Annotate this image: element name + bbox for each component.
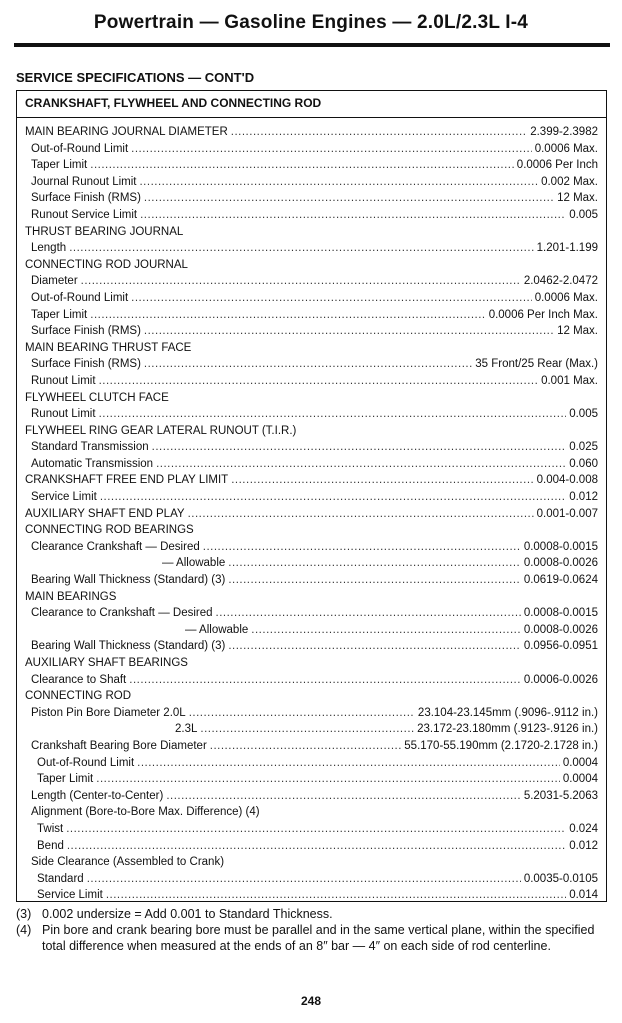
- spec-row: [17, 406, 606, 423]
- dot-leader: [156, 456, 566, 473]
- spec-heading-row: [17, 390, 606, 407]
- spec-label: Surface Finish (RMS): [31, 358, 141, 371]
- spec-value: 0.0619-0.0624: [523, 574, 598, 587]
- spec-row: [17, 605, 606, 622]
- spec-value: 0.0008-0.0015: [523, 607, 598, 620]
- spec-value: 0.0004: [562, 773, 598, 786]
- spec-label: Bend: [37, 839, 64, 852]
- spec-heading-row: [17, 340, 606, 357]
- dot-leader: [144, 323, 554, 340]
- spec-heading-row: [17, 688, 606, 705]
- spec-label: CRANKSHAFT FREE END PLAY LIMIT: [25, 474, 229, 487]
- spec-row: [17, 472, 606, 489]
- spec-value: 0.0006 Max.: [534, 291, 598, 304]
- spec-value: 1.201-1.199: [536, 242, 598, 255]
- footnote-number: (3): [16, 907, 32, 921]
- dot-leader: [99, 406, 567, 423]
- spec-row: [17, 622, 606, 639]
- spec-heading-row: [17, 423, 606, 440]
- spec-label: Taper Limit: [31, 308, 88, 321]
- dot-leader: [140, 207, 566, 224]
- spec-value: 0.0006 Max.: [534, 142, 598, 155]
- spec-value: 0.024: [569, 822, 598, 835]
- spec-value: 0.0006 Per Inch: [516, 159, 598, 172]
- spec-label: Clearance to Shaft: [31, 673, 127, 686]
- spec-heading-row: [17, 257, 606, 274]
- spec-heading-row: [17, 589, 606, 606]
- spec-value: 12 Max.: [557, 192, 598, 205]
- spec-value: 0.0004: [562, 756, 598, 769]
- spec-value: 35 Front/25 Rear (Max.): [475, 358, 598, 371]
- spec-label: FLYWHEEL CLUTCH FACE: [25, 391, 169, 404]
- spec-value: 0.0008-0.0026: [523, 623, 598, 636]
- dot-leader: [81, 273, 521, 290]
- dot-leader: [129, 672, 521, 689]
- spec-row: [17, 356, 606, 373]
- spec-label: Runout Service Limit: [31, 208, 138, 221]
- spec-label: MAIN BEARINGS: [25, 590, 117, 603]
- dot-leader: [90, 157, 514, 174]
- dot-leader: [188, 506, 534, 523]
- spec-value: 0.002 Max.: [541, 175, 598, 188]
- spec-row: [17, 871, 606, 888]
- spec-row: [17, 755, 606, 772]
- spec-value: 0.001-0.007: [536, 507, 598, 520]
- spec-row: [17, 539, 606, 556]
- dot-leader: [106, 887, 566, 904]
- spec-label: Twist: [37, 822, 64, 835]
- page-title: Powertrain — Gasoline Engines — 2.0L/2.3L I-4: [93, 12, 529, 33]
- spec-value: 12 Max.: [557, 325, 598, 338]
- spec-row: [17, 721, 606, 738]
- spec-row: [17, 307, 606, 324]
- spec-row: [17, 439, 606, 456]
- spec-value: 2.0462-2.0472: [523, 275, 598, 288]
- spec-row: [17, 887, 606, 904]
- spec-row: [17, 838, 606, 855]
- spec-row: [17, 290, 606, 307]
- section-title: SERVICE SPECIFICATIONS — CONT'D: [16, 70, 255, 85]
- spec-label: Runout Limit: [31, 374, 96, 387]
- spec-label: Bearing Wall Thickness (Standard) (3): [31, 574, 226, 587]
- spec-row: [17, 157, 606, 174]
- spec-value: 0.0006 Per Inch Max.: [488, 308, 598, 321]
- footnote-text: 0.002 undersize = Add 0.001 to Standard Thickness.: [42, 907, 333, 921]
- spec-row: [17, 638, 606, 655]
- dot-leader: [189, 705, 415, 722]
- spec-table: [16, 90, 607, 902]
- spec-label: — Allowable: [185, 623, 249, 636]
- spec-value: 0.001 Max.: [541, 374, 598, 387]
- spec-value: 0.005: [569, 408, 598, 421]
- dot-leader: [144, 190, 554, 207]
- spec-value: 0.060: [569, 457, 598, 470]
- spec-label: Crankshaft Bearing Bore Diameter: [31, 739, 207, 752]
- spec-row: [17, 323, 606, 340]
- spec-label: Side Clearance (Assembled to Crank): [31, 856, 225, 869]
- spec-label: Journal Runout Limit: [31, 175, 137, 188]
- spec-table-title: CRANKSHAFT, FLYWHEEL AND CONNECTING ROD: [17, 91, 606, 118]
- spec-row: [17, 771, 606, 788]
- dot-leader: [90, 307, 485, 324]
- spec-label: THRUST BEARING JOURNAL: [25, 225, 184, 238]
- spec-heading-row: [17, 224, 606, 241]
- spec-value: 0.014: [569, 889, 598, 902]
- spec-value: 23.172-23.180mm (.9123-.9126 in.): [417, 723, 598, 736]
- dot-leader: [152, 439, 567, 456]
- dot-leader: [139, 174, 538, 191]
- dot-leader: [99, 373, 539, 390]
- spec-label: CONNECTING ROD BEARINGS: [25, 524, 194, 537]
- spec-row: [17, 489, 606, 506]
- dot-leader: [96, 771, 560, 788]
- spec-label: Length (Center-to-Center): [31, 789, 164, 802]
- spec-label: Service Limit: [31, 491, 97, 504]
- footnote: [16, 906, 612, 922]
- dot-leader: [67, 838, 566, 855]
- spec-label: FLYWHEEL RING GEAR LATERAL RUNOUT (T.I.R.): [25, 424, 297, 437]
- spec-row: [17, 174, 606, 191]
- footnote: [16, 922, 612, 954]
- spec-label: Out-of-Round Limit: [37, 756, 135, 769]
- spec-label: Automatic Transmission: [31, 457, 154, 470]
- footnote-number: (4): [16, 923, 32, 937]
- spec-row: [17, 555, 606, 572]
- spec-label: Standard: [37, 872, 84, 885]
- spec-label: Diameter: [31, 275, 78, 288]
- spec-value: 0.0006-0.0026: [523, 673, 598, 686]
- spec-label: Taper Limit: [31, 159, 88, 172]
- spec-label: Bearing Wall Thickness (Standard) (3): [31, 640, 226, 653]
- spec-label: Surface Finish (RMS): [31, 192, 141, 205]
- spec-label: Out-of-Round Limit: [31, 291, 129, 304]
- spec-value: 0.0008-0.0015: [523, 540, 598, 553]
- dot-leader: [144, 356, 472, 373]
- title-rule: [14, 43, 610, 47]
- spec-row: [17, 788, 606, 805]
- spec-value: 5.2031-5.2063: [523, 789, 598, 802]
- dot-leader: [131, 290, 532, 307]
- spec-label: Clearance to Crankshaft — Desired: [31, 607, 213, 620]
- spec-rows: [17, 124, 606, 904]
- spec-label: Alignment (Bore-to-Bore Max. Difference) (4): [31, 806, 260, 819]
- spec-row: [17, 190, 606, 207]
- spec-row: [17, 240, 606, 257]
- dot-leader: [228, 638, 521, 655]
- spec-label: Length: [31, 242, 67, 255]
- spec-label: CONNECTING ROD JOURNAL: [25, 258, 188, 271]
- spec-label: Standard Transmission: [31, 441, 149, 454]
- footnotes: [16, 906, 612, 954]
- spec-row: [17, 572, 606, 589]
- spec-label: AUXILIARY SHAFT BEARINGS: [25, 657, 188, 669]
- spec-value: 55.170-55.190mm (2.1720-2.1728 in.): [404, 739, 598, 752]
- spec-row: [17, 124, 606, 141]
- spec-row: [17, 273, 606, 290]
- dot-leader: [166, 788, 521, 805]
- spec-value: 0.012: [569, 491, 598, 504]
- spec-heading-row: [17, 854, 606, 871]
- dot-leader: [210, 738, 402, 755]
- spec-value: 0.025: [569, 441, 598, 454]
- spec-value: 0.0008-0.0026: [523, 557, 598, 570]
- dot-leader: [87, 871, 521, 888]
- spec-row: [17, 456, 606, 473]
- dot-leader: [203, 539, 521, 556]
- spec-row: [17, 207, 606, 224]
- spec-row: [17, 821, 606, 838]
- dot-leader: [200, 721, 414, 738]
- dot-leader: [131, 141, 532, 158]
- spec-label: MAIN BEARING THRUST FACE: [25, 341, 192, 354]
- dot-leader: [137, 755, 560, 772]
- spec-label: Surface Finish (RMS): [31, 325, 141, 338]
- spec-label: Runout Limit: [31, 408, 96, 421]
- spec-row: [17, 141, 606, 158]
- spec-label: — Allowable: [162, 557, 226, 570]
- dot-leader: [231, 472, 533, 489]
- spec-value: 2.399-2.3982: [530, 126, 598, 138]
- dot-leader: [100, 489, 566, 506]
- spec-row: [17, 738, 606, 755]
- dot-leader: [66, 821, 566, 838]
- spec-label: Clearance Crankshaft — Desired: [31, 540, 200, 553]
- dot-leader: [69, 240, 533, 257]
- spec-heading-row: [17, 522, 606, 539]
- spec-heading-row: [17, 804, 606, 821]
- dot-leader: [228, 572, 521, 589]
- dot-leader: [228, 555, 521, 572]
- dot-leader: [231, 124, 527, 141]
- spec-label: CONNECTING ROD: [25, 690, 132, 703]
- dot-leader: [251, 622, 521, 639]
- dot-leader: [216, 605, 521, 622]
- spec-row: [17, 705, 606, 722]
- spec-label: Taper Limit: [37, 773, 94, 786]
- spec-value: 0.004-0.008: [536, 474, 598, 487]
- spec-label: AUXILIARY SHAFT END PLAY: [25, 507, 185, 520]
- spec-row: [17, 373, 606, 390]
- spec-row: [17, 672, 606, 689]
- spec-value: 0.005: [569, 208, 598, 221]
- spec-label: 2.3L: [175, 723, 198, 736]
- spec-label: Out-of-Round Limit: [31, 142, 129, 155]
- spec-value: 0.012: [569, 839, 598, 852]
- spec-heading-row: [17, 655, 606, 672]
- footnote-text: Pin bore and crank bearing bore must be parallel and in the same vertical plane, within the specified total difference when measured at the ends of an 8″ bar — 4″ on each side of rod centerline.: [42, 923, 595, 953]
- spec-label: MAIN BEARING JOURNAL DIAMETER: [25, 126, 228, 138]
- spec-value: 0.0956-0.0951: [523, 640, 598, 653]
- spec-label: Piston Pin Bore Diameter 2.0L: [31, 706, 186, 719]
- spec-label: Service Limit: [37, 889, 103, 902]
- page-number: 248: [300, 994, 322, 1008]
- spec-row: [17, 506, 606, 523]
- spec-value: 0.0035-0.0105: [523, 872, 598, 885]
- spec-value: 23.104-23.145mm (.9096-.9112 in.): [417, 706, 598, 719]
